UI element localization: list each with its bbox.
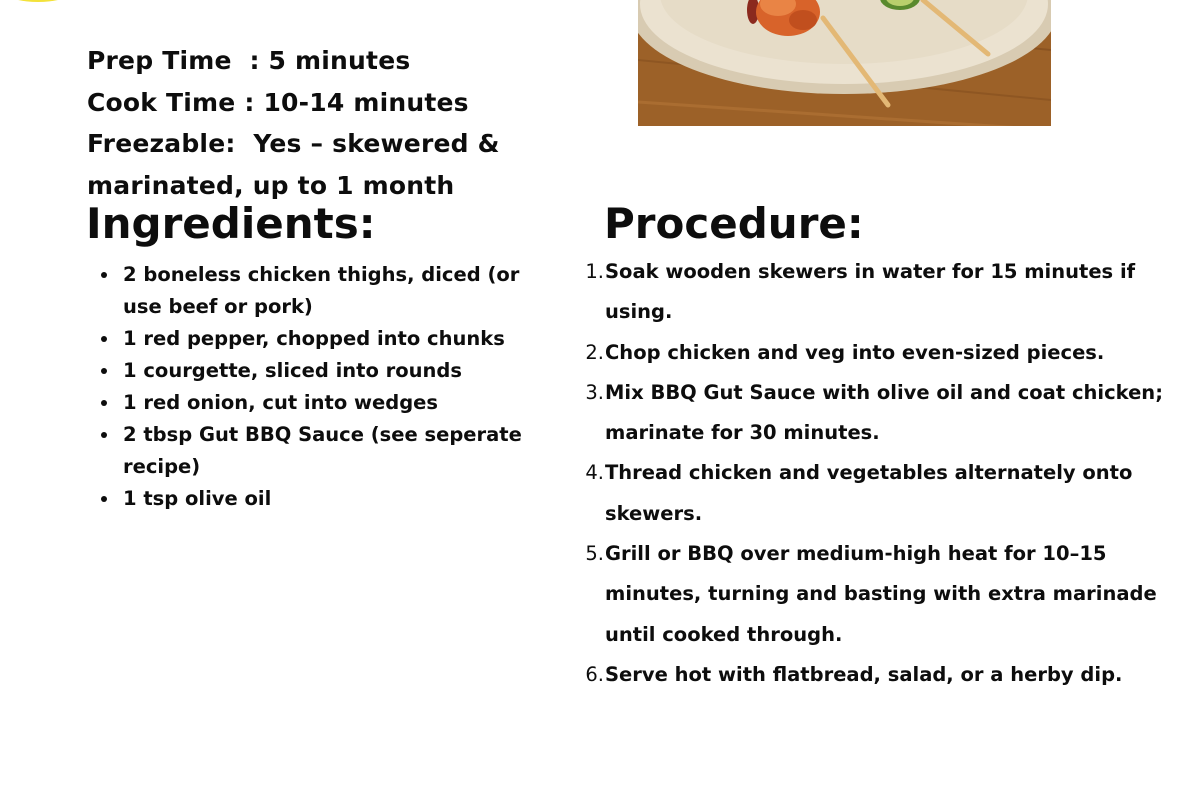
step-text: Thread chicken and vegetables alternately onto skewers. <box>605 461 1133 525</box>
step-number: 1. <box>585 260 604 283</box>
procedure-step <box>582 252 1182 333</box>
prep-time: Prep Time : 5 minutes <box>87 46 411 75</box>
ingredient-item: 1 red pepper, chopped into chunks <box>98 323 538 355</box>
cook-time: Cook Time : 10-14 minutes <box>87 87 469 117</box>
procedure-step <box>582 373 1182 454</box>
chicken-skewers-photo <box>638 0 1051 126</box>
ingredient-item: 2 boneless chicken thighs, diced (or use beef or pork) <box>98 259 538 323</box>
recipe-info <box>87 40 547 206</box>
ingredient-item: 1 tsp olive oil <box>98 483 538 515</box>
step-number: 6. <box>585 662 604 686</box>
skewers-photo-image <box>638 0 1051 126</box>
ingredients-list <box>98 259 538 515</box>
procedure-step <box>582 333 1182 373</box>
ingredients-heading: Ingredients: <box>86 199 376 248</box>
procedure-step <box>582 534 1182 655</box>
step-text: Grill or BBQ over medium-high heat for 10–15 minutes, turning and basting with extra marinade until cooked through. <box>605 542 1157 646</box>
ingredient-item: 2 tbsp Gut BBQ Sauce (see seperate recipe) <box>98 419 538 483</box>
step-number: 5. <box>585 542 604 566</box>
step-text: Soak wooden skewers in water for 15 minutes if using. <box>605 260 1136 324</box>
procedure-step <box>582 655 1182 695</box>
procedure-list <box>582 252 1182 695</box>
procedure-heading: Procedure: <box>604 199 864 248</box>
step-number: 4. <box>585 461 604 485</box>
step-text: Serve hot with flatbread, salad, or a herby dip. <box>605 662 1123 686</box>
step-number: 2. <box>585 340 604 364</box>
ingredient-item: 1 red onion, cut into wedges <box>98 387 538 419</box>
procedure-step <box>582 453 1182 534</box>
step-text: Chop chicken and veg into even-sized pieces. <box>605 340 1105 364</box>
step-number: 3. <box>585 380 604 404</box>
freezable-info: Freezable: Yes – skewered & marinated, up to 1 month <box>87 129 509 200</box>
decorative-yellow-shape <box>8 0 68 2</box>
ingredient-item: 1 courgette, sliced into rounds <box>98 355 538 387</box>
step-text: Mix BBQ Gut Sauce with olive oil and coat chicken; marinate for 30 minutes. <box>605 380 1163 445</box>
